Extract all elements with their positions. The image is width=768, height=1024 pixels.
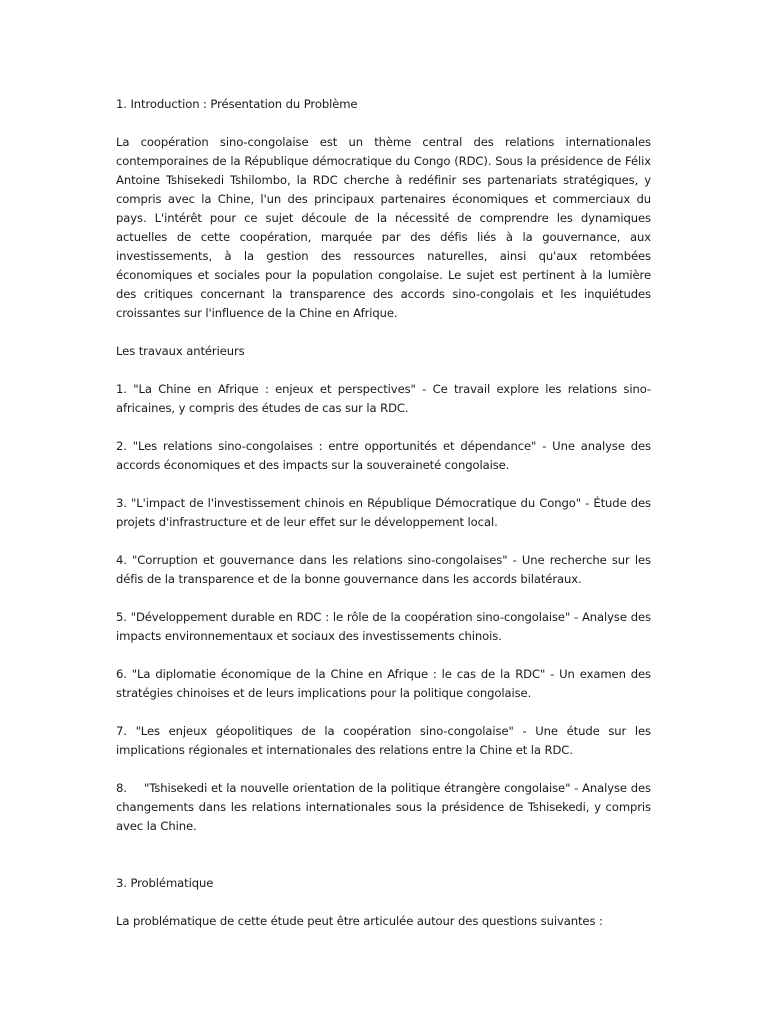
section-heading-problematique: 3. Problématique [116,876,214,890]
prior-work-item-6: 6. "La diplomatie économique de la Chine en Afrique : le cas de la RDC" - Un examen des stratégies chinoises et de leurs implications pour la politique congolaise. [116,667,651,700]
prior-work-item-8 [116,779,651,836]
prior-work-item-7: 7. "Les enjeux géopolitiques de la coopération sino-congolaise" - Une étude sur les implications régionales et internationales des relations entre la Chine et la RDC. [116,724,651,757]
section-heading-introduction: 1. Introduction : Présentation du Problème [116,97,358,111]
prior-work-item-2: 2. "Les relations sino-congolaises : entre opportunités et dépendance" - Une analyse des accords économiques et des impacts sur la souveraineté congolaise. [116,439,651,472]
introduction-paragraph: La coopération sino-congolaise est un thème central des relations internationales contemporaines de la République démocratique du Congo (RDC). Sous la présidence de Félix Antoine Tshisekedi Tshilombo, la RDC cherche à redéfinir ses partenariats stratégiques, y compris avec la Chine, l'un des principaux partenaires économiques et commerciaux du pays. L'intérêt pour ce sujet découle de la nécessité de comprendre les dynamiques actuelles de cette coopération, marquée par des défis liés à la gouvernance, aux investissements, à la gestion des ressources naturelles, ainsi qu'aux retombées économiques et sociales pour la population congolaise. Le sujet est pertinent à la lumière des critiques concernant la transparence des accords sino-congolais et les inquiétudes croissantes sur l'influence de la Chine en Afrique. [116,135,651,320]
prior-work-item-4: 4. "Corruption et gouvernance dans les relations sino-congolaises" - Une recherche sur les défis de la transparence et de la bonne gouvernance dans les accords bilatéraux. [116,553,651,586]
prior-work-item-8-number: 8. [116,781,127,795]
prior-work-item-3: 3. "L'impact de l'investissement chinois en République Démocratique du Congo" - Étude des projets d'infrastructure et de leur effet sur le développement local. [116,496,651,529]
problematique-paragraph: La problématique de cette étude peut être articulée autour des questions suivantes : [116,914,603,928]
prior-work-item-1: 1. "La Chine en Afrique : enjeux et perspectives" - Ce travail explore les relations sino-africaines, y compris des études de cas sur la RDC. [116,382,651,415]
prior-works-heading: Les travaux antérieurs [116,344,245,358]
prior-work-item-8-text: "Tshisekedi et la nouvelle orientation de la politique étrangère congolaise" - Analyse des changements dans les relations internationales sous la présidence de Tshisekedi, y compris avec la Chine. [116,781,651,833]
prior-work-item-5: 5. "Développement durable en RDC : le rôle de la coopération sino-congolaise" - Analyse des impacts environnementaux et sociaux des investissements chinois. [116,610,651,643]
document-page [116,95,651,950]
